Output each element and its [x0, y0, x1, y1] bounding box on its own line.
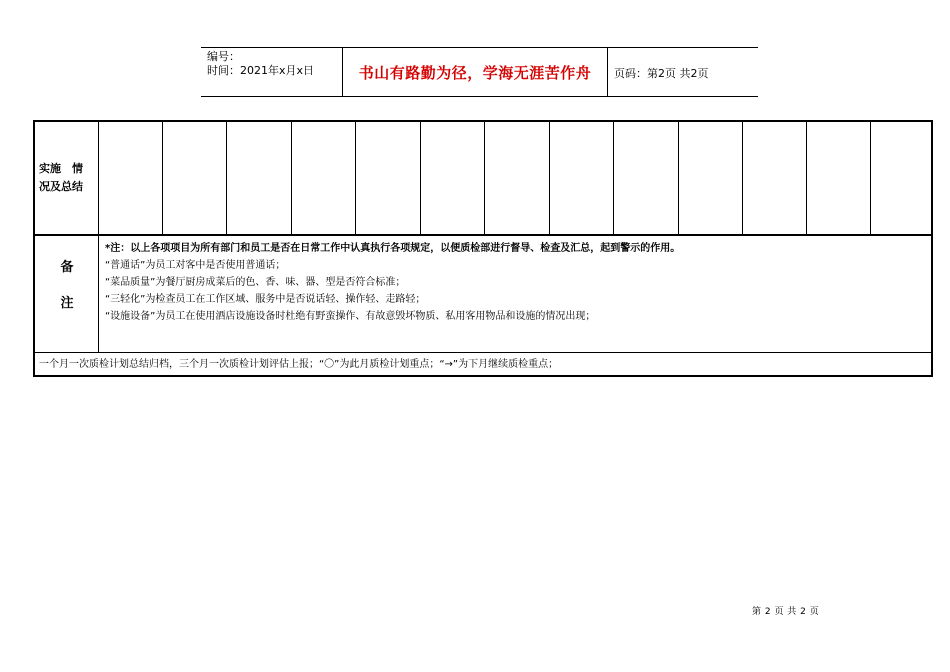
table-cell: [163, 122, 227, 234]
note-line: “普通话”为员工对客中是否使用普通话；: [105, 260, 286, 271]
table-cell: [356, 122, 421, 234]
note-line: “三轻化”为检查员工在工作区域、服务中是否说话轻、操作轻、走路轻；: [105, 294, 426, 305]
table-cell: [292, 122, 356, 234]
table-cell: [743, 122, 807, 234]
remarks-notes: [105, 240, 680, 325]
summary-label-line2: 况及总结: [39, 180, 83, 193]
header-meta: [207, 50, 314, 78]
page-label: 页码：第2页 共2页: [614, 67, 709, 80]
remarks-row: [35, 236, 931, 353]
motto: 书山有路勤为径，学海无涯苦作舟: [342, 48, 608, 96]
table-cell: [614, 122, 679, 234]
note-line: “菜品质量”为餐厅厨房成菜后的色、香、味、器、型是否符合标准；: [105, 277, 406, 288]
page-footer: 第 2 页 共 2 页: [752, 607, 820, 617]
inspection-table: [33, 120, 933, 377]
table-cell: [679, 122, 743, 234]
note-line: “设施设备”为员工在使用酒店设施设备时杜绝有野蛮操作、有故意毁坏物质、私用客用物品和设施的情况出现；: [105, 311, 596, 322]
table-cell: [485, 122, 550, 234]
note-line: *注：以上各项项目为所有部门和员工是否在日常工作中认真执行各项规定，以便质检部进行督导、检查及汇总，起到警示的作用。: [105, 243, 681, 254]
remarks-label-char2: 注: [60, 296, 74, 311]
table-cell: [550, 122, 614, 234]
document-header: [201, 47, 758, 97]
table-cell: [807, 122, 871, 234]
table-cell: [421, 122, 485, 234]
remarks-label-char1: 备: [60, 260, 74, 275]
summary-row: [35, 122, 931, 236]
table-cell: [99, 122, 163, 234]
summary-label-line1: 实施 情: [39, 162, 83, 175]
summary-label: [35, 122, 99, 234]
number-label: 编号：: [207, 50, 240, 63]
table-cell: [227, 122, 292, 234]
footer-note: 一个月一次质检计划总结归档，三个月一次质检计划评估上报；“〇”为此月质检计划重点；“→”为下月继续质检重点；: [39, 359, 559, 370]
time-label: 时间：2021年x月x日: [207, 64, 315, 77]
remarks-label: [35, 236, 99, 352]
